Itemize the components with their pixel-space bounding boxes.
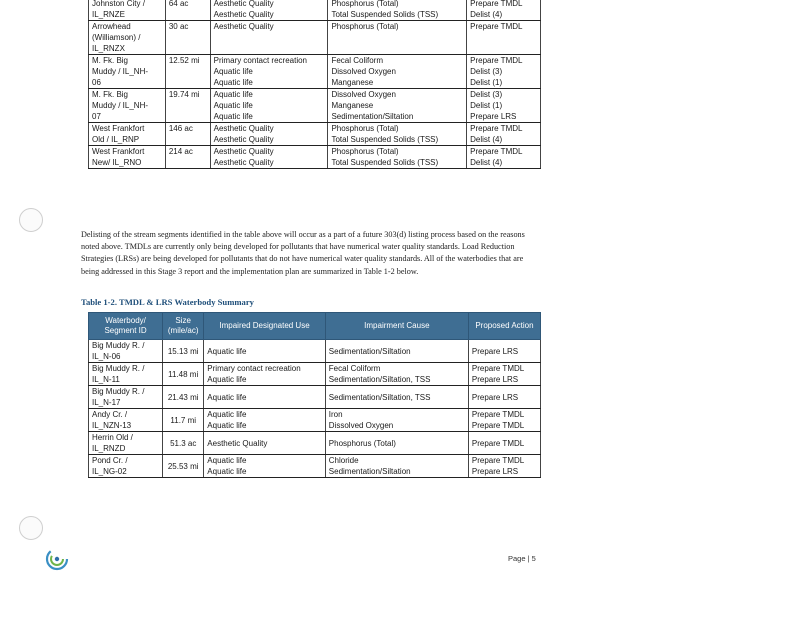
action-cell	[468, 386, 540, 409]
cell-line: Andy Cr. /	[92, 410, 128, 419]
cell-line: Manganese	[331, 101, 374, 110]
agency-swirl-logo-icon	[45, 547, 69, 571]
header-size: Size (mile/ac)	[163, 313, 204, 340]
cell-line: Phosphorus (Total)	[331, 147, 399, 156]
cell-line: IL_NZN-13	[92, 421, 132, 430]
cell-line: Aesthetic Quality	[213, 22, 274, 31]
table-row	[89, 55, 541, 89]
use-cell	[210, 146, 328, 169]
size-cell: 30 ac	[165, 21, 210, 55]
cause-cell	[325, 432, 468, 455]
cell-line: Prepare TMDL	[471, 438, 525, 448]
cell-line: Aquatic life	[207, 410, 247, 419]
cause-cell	[328, 21, 467, 55]
cell-line: Dissolved Oxygen	[331, 67, 396, 76]
header-segment: Waterbody/ Segment ID	[89, 313, 163, 340]
cell-line: Delist (4)	[470, 158, 503, 167]
table-row	[89, 455, 541, 478]
cell-line: Prepare TMDL	[470, 56, 523, 65]
cell-line: Aquatic life	[213, 90, 253, 99]
action-cell	[468, 409, 540, 432]
cell-line: Prepare TMDL	[470, 124, 523, 133]
segment-cell	[89, 340, 163, 363]
use-cell	[204, 409, 325, 432]
punch-hole	[19, 208, 43, 232]
cell-line: Prepare LRS	[471, 467, 519, 476]
size-cell: 146 ac	[165, 123, 210, 146]
cell-line: Fecal Coliform	[328, 364, 381, 373]
cause-cell	[328, 123, 467, 146]
segment-cell	[89, 432, 163, 455]
cause-cell	[325, 363, 468, 386]
action-cell	[467, 123, 541, 146]
table-row	[89, 340, 541, 363]
table-caption: Table 1-2. TMDL & LRS Waterbody Summary	[81, 297, 254, 307]
cell-line: Aesthetic Quality	[213, 124, 274, 133]
header-use: Impaired Designated Use	[204, 313, 325, 340]
size-cell: 11.7 mi	[163, 409, 204, 432]
cause-cell	[325, 409, 468, 432]
cell-line: Aquatic life	[207, 421, 247, 430]
segment-cell	[89, 386, 163, 409]
page-number: Page | 5	[508, 554, 536, 563]
segment-cell	[89, 363, 163, 386]
cell-line: Iron	[328, 410, 343, 419]
punch-hole	[19, 516, 43, 540]
cell-line: IL_RNZE	[92, 10, 125, 19]
cell-line: Muddy / IL_NH-	[92, 67, 149, 76]
cell-line: Delist (4)	[470, 135, 503, 144]
use-cell	[204, 432, 325, 455]
size-cell: 21.43 mi	[163, 386, 204, 409]
cell-line: Big Muddy R. /	[92, 387, 145, 396]
cell-line: Prepare LRS	[471, 346, 519, 356]
cause-cell	[328, 89, 467, 123]
size-cell: 11.48 mi	[163, 363, 204, 386]
cell-line: IL_NG-02	[92, 467, 127, 476]
cause-cell	[328, 55, 467, 89]
segment-cell	[89, 455, 163, 478]
cell-line: IL_N-11	[92, 375, 120, 384]
cell-line: IL_RNZD	[92, 444, 126, 453]
cell-line: Sedimentation/Siltation	[328, 467, 411, 476]
top-waterbody-table	[88, 0, 541, 169]
table-row	[89, 363, 541, 386]
cell-line: M. Fk. Big	[92, 90, 129, 99]
use-cell	[210, 55, 328, 89]
cell-line: Aesthetic Quality	[213, 158, 274, 167]
segment-cell	[89, 0, 166, 21]
cause-cell	[328, 146, 467, 169]
cell-line: Prepare LRS	[471, 392, 519, 402]
cell-line: Arrowhead	[92, 22, 131, 31]
cell-line: Prepare LRS	[470, 112, 517, 121]
cell-line: Aquatic life	[207, 456, 247, 465]
cell-line: Old / IL_RNP	[92, 135, 140, 144]
use-cell	[210, 123, 328, 146]
segment-cell	[89, 146, 166, 169]
cell-line: Sedimentation/Siltation, TSS	[328, 392, 431, 402]
cell-line: Sedimentation/Siltation	[331, 112, 414, 121]
action-cell	[468, 340, 540, 363]
cell-line: 07	[92, 112, 101, 121]
cell-line: Prepare TMDL	[470, 147, 523, 156]
cell-line: Delist (1)	[470, 78, 503, 87]
cell-line: Aquatic life	[207, 467, 247, 476]
cell-line: Delist (3)	[470, 67, 503, 76]
cell-line: Aquatic life	[213, 112, 253, 121]
cell-line: Big Muddy R. /	[92, 341, 145, 350]
summary-table	[88, 312, 541, 478]
header-cause: Impairment Cause	[325, 313, 468, 340]
cell-line: Prepare TMDL	[471, 410, 525, 419]
cell-line: Aquatic life	[207, 346, 247, 356]
table-row	[89, 123, 541, 146]
cause-cell	[325, 455, 468, 478]
use-cell	[204, 340, 325, 363]
use-cell	[204, 455, 325, 478]
cell-line: Prepare LRS	[471, 375, 519, 384]
cell-line: Aquatic life	[213, 78, 253, 87]
cell-line: Herrin Old /	[92, 433, 133, 442]
action-cell	[467, 0, 541, 21]
cell-line: Aquatic life	[207, 392, 247, 402]
size-cell: 25.53 mi	[163, 455, 204, 478]
action-cell	[468, 432, 540, 455]
segment-cell	[89, 21, 166, 55]
cell-line: Big Muddy R. /	[92, 364, 145, 373]
cell-line: Prepare TMDL	[471, 421, 525, 430]
use-cell	[204, 363, 325, 386]
cell-line: Prepare TMDL	[471, 456, 525, 465]
cell-line: Prepare TMDL	[470, 22, 523, 31]
cell-line: Muddy / IL_NH-	[92, 101, 149, 110]
action-cell	[467, 89, 541, 123]
cell-line: Sedimentation/Siltation, TSS	[328, 375, 431, 384]
header-action: Proposed Action	[468, 313, 540, 340]
cell-line: Primary contact recreation	[207, 364, 301, 373]
cause-cell	[328, 0, 467, 21]
cell-line: Prepare TMDL	[471, 364, 525, 373]
action-cell	[467, 21, 541, 55]
cell-line: Dissolved Oxygen	[328, 421, 394, 430]
cell-line: Phosphorus (Total)	[331, 22, 399, 31]
cell-line: Phosphorus (Total)	[328, 438, 396, 448]
cell-line: IL_N-06	[92, 352, 121, 361]
size-cell: 51.3 ac	[163, 432, 204, 455]
size-cell: 19.74 mi	[165, 89, 210, 123]
cell-line: Delist (4)	[470, 10, 503, 19]
action-cell	[467, 146, 541, 169]
summary-header-row	[89, 313, 541, 340]
table-row	[89, 21, 541, 55]
cell-line: Total Suspended Solids (TSS)	[331, 135, 439, 144]
use-cell	[204, 386, 325, 409]
cell-line: West Frankfort	[92, 124, 145, 133]
cell-line: (Williamson) /	[92, 33, 141, 42]
size-cell: 12.52 mi	[165, 55, 210, 89]
cell-line: Fecal Coliform	[331, 56, 384, 65]
cell-line: Total Suspended Solids (TSS)	[331, 10, 439, 19]
cell-line: Phosphorus (Total)	[331, 0, 399, 8]
cell-line: M. Fk. Big	[92, 56, 129, 65]
action-cell	[468, 363, 540, 386]
action-cell	[468, 455, 540, 478]
table-row	[89, 409, 541, 432]
table-row	[89, 386, 541, 409]
cell-line: Prepare TMDL	[470, 0, 523, 8]
table-row	[89, 0, 541, 21]
table-row	[89, 146, 541, 169]
cell-line: West Frankfort	[92, 147, 145, 156]
segment-cell	[89, 89, 166, 123]
table-row	[89, 432, 541, 455]
action-cell	[467, 55, 541, 89]
cell-line: Aesthetic Quality	[213, 135, 274, 144]
cell-line: Chloride	[328, 456, 359, 465]
cell-line: Manganese	[331, 78, 374, 87]
cell-line: IL_N-17	[92, 398, 121, 407]
cell-line: Aquatic life	[213, 67, 253, 76]
cell-line: Aesthetic Quality	[207, 438, 268, 448]
size-cell: 15.13 mi	[163, 340, 204, 363]
use-cell	[210, 0, 328, 21]
cell-line: Aquatic life	[213, 101, 253, 110]
cell-line: Dissolved Oxygen	[331, 90, 396, 99]
cause-cell	[325, 386, 468, 409]
cell-line: Pond Cr. /	[92, 456, 128, 465]
cell-line: Aesthetic Quality	[213, 147, 274, 156]
cell-line: Aesthetic Quality	[213, 0, 274, 8]
use-cell	[210, 21, 328, 55]
cell-line: Total Suspended Solids (TSS)	[331, 158, 439, 167]
cell-line: Delist (3)	[470, 90, 503, 99]
cell-line: New/ IL_RNO	[92, 158, 142, 167]
table-row	[89, 89, 541, 123]
cell-line: Aquatic life	[207, 375, 247, 384]
delisting-paragraph: Delisting of the stream segments identified in the table above will occur as a part of a future 303(d) listing process based on the reasons noted above. TMDLs are currently only being developed for pollutants that have numerical water quality standards. Load Reduction Strategies (LRSs) are being developed for pollutants that do not have numerical water quality standards. All of the waterbodies that are being addressed in this Stage 3 report and the implementation plan are summarized in Table 1-2 below.	[81, 230, 525, 276]
cell-line: 06	[92, 78, 101, 87]
cell-line: Phosphorus (Total)	[331, 124, 399, 133]
cell-line: Sedimentation/Siltation	[328, 346, 411, 356]
segment-cell	[89, 55, 166, 89]
size-cell: 64 ac	[165, 0, 210, 21]
cell-line: Primary contact recreation	[213, 56, 308, 65]
cell-line: Johnston City /	[92, 0, 145, 8]
cause-cell	[325, 340, 468, 363]
size-cell: 214 ac	[165, 146, 210, 169]
cell-line: IL_RNZX	[92, 44, 125, 53]
cell-line: Aesthetic Quality	[213, 10, 274, 19]
segment-cell	[89, 409, 163, 432]
segment-cell	[89, 123, 166, 146]
cell-line: Delist (1)	[470, 101, 503, 110]
use-cell	[210, 89, 328, 123]
